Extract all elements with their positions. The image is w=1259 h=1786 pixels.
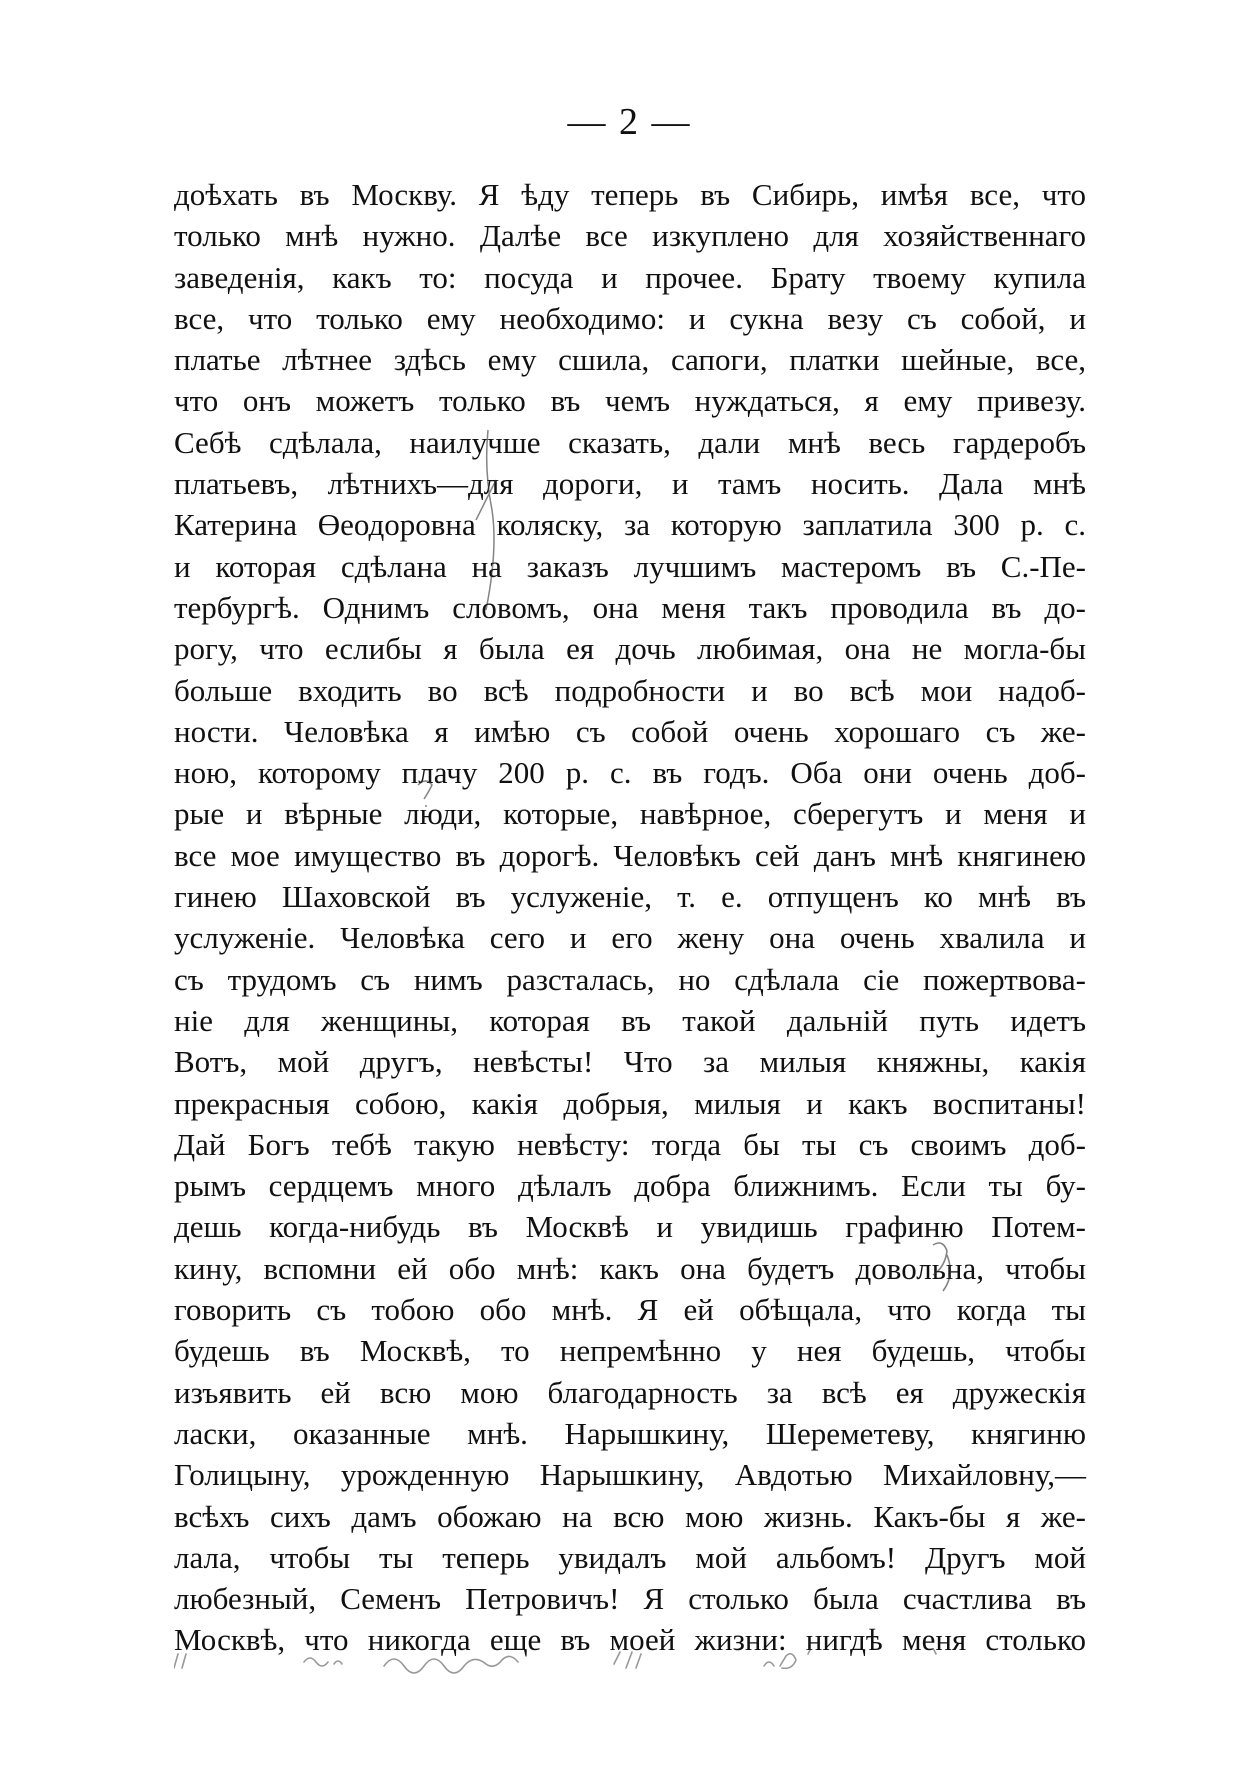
- text-line: будешь въ Москвѣ, то непремѣнно у нея будешь, чтобы: [174, 1333, 1086, 1369]
- text-line: ніе для женщины, которая въ такой дальній путь идетъ: [174, 1002, 1086, 1038]
- text-line: изъявить ей всю мою благодарность за всѣ ея дружескія: [174, 1374, 1086, 1410]
- text-line: больше входить во всѣ подробности и во всѣ мои надоб-: [174, 672, 1086, 708]
- text-line: Дай Богъ тебѣ такую невѣсту: тогда бы ты съ своимъ доб-: [174, 1126, 1086, 1162]
- text-line: всѣхъ сихъ дамъ обожаю на всю мою жизнь. Какъ-бы я же-: [174, 1498, 1086, 1534]
- text-line: дешь когда-нибудь въ Москвѣ и увидишь графиню Потем-: [174, 1209, 1086, 1245]
- text-line: гинею Шаховской въ услуженіе, т. е. отпущенъ ко мнѣ въ: [174, 879, 1086, 915]
- text-line: заведенія, какъ то: посуда и прочее. Брату твоему купила: [174, 259, 1086, 295]
- text-line: платье лѣтнее здѣсь ему сшила, сапоги, платки шейные, все,: [174, 342, 1086, 378]
- text-line: услуженіе. Человѣка сего и его жену она очень хвалила и: [174, 920, 1086, 956]
- page-number: — 2 —: [567, 101, 692, 143]
- text-line: Вотъ, мой другъ, невѣсты! Что за милыя княжны, какія: [174, 1044, 1086, 1080]
- text-line: Катерина Өеодоровна коляску, за которую заплатила 300 р. с.: [174, 507, 1086, 543]
- text-line: что онъ можетъ только въ чемъ нуждаться, я ему привезу.: [174, 383, 1086, 419]
- text-line: и которая сдѣлана на заказъ лучшимъ мастеромъ въ С.-Пе-: [174, 548, 1086, 584]
- body-text: [174, 174, 1086, 1661]
- text-line: все мое имущество въ дорогѣ. Человѣкъ сей данъ мнѣ княгинею: [174, 837, 1086, 873]
- text-line: доѣхать въ Москву. Я ѣду теперь въ Сибирь, имѣя все, что: [174, 177, 1086, 212]
- text-line: рогу, что еслибы я была ея дочь любимая, она не могла-бы: [174, 631, 1086, 667]
- text-line: ности. Человѣка я имѣю съ собой очень хорошаго съ же-: [174, 713, 1086, 749]
- text-line: ною, которому плачу 200 р. с. въ годъ. Оба они очень доб-: [174, 755, 1086, 791]
- pencil-mark: [925, 1235, 965, 1295]
- text-line: съ трудомъ съ нимъ разсталась, но сдѣлала сіе пожертвова-: [174, 961, 1086, 997]
- text-line: говорить съ тобою обо мнѣ. Я ей обѣщала, что когда ты: [174, 1292, 1086, 1328]
- text-line: Голицыну, урожденную Нарышкину, Авдотью Михайловну,—: [174, 1457, 1086, 1493]
- text-line: ласки, оказанные мнѣ. Нарышкину, Шереметеву, княгиню: [174, 1415, 1086, 1451]
- text-line: рымъ сердцемъ много дѣлалъ добра ближнимъ. Если ты бу-: [174, 1168, 1086, 1204]
- text-line: платьевъ, лѣтнихъ—для дороги, и тамъ носить. Дала мнѣ: [174, 466, 1086, 502]
- text-line: все, что только ему необходимо: и сукна везу съ собой, и: [174, 300, 1086, 336]
- text-line: рые и вѣрные люди, которые, навѣрное, сберегутъ и меня и: [174, 796, 1086, 832]
- text-line: прекрасныя собою, какія добрыя, милыя и какъ воспитаны!: [174, 1085, 1086, 1121]
- pencil-mark: [412, 775, 442, 815]
- text-line: лала, чтобы ты теперь увидалъ мой альбомъ! Другъ мой: [174, 1539, 1086, 1575]
- text-line: любезный, Семенъ Петровичъ! Я столько была счастлива въ: [174, 1581, 1086, 1617]
- text-line: Москвѣ, что никогда еще въ моей жизни: нигдѣ меня столько: [174, 1622, 1086, 1658]
- pencil-mark: [470, 420, 510, 620]
- text-line: тербургѣ. Однимъ словомъ, она меня такъ проводила въ до-: [174, 589, 1086, 625]
- text-line: кину, вспомни ей обо мнѣ: какъ она будетъ довольна, чтобы: [174, 1250, 1086, 1286]
- text-line: Себѣ сдѣлала, наилучше сказать, дали мнѣ весь гардеробъ: [174, 424, 1086, 460]
- handwritten-note: [174, 1640, 1086, 1676]
- text-line: только мнѣ нужно. Далѣе все изкуплено для хозяйственнаго: [174, 218, 1086, 254]
